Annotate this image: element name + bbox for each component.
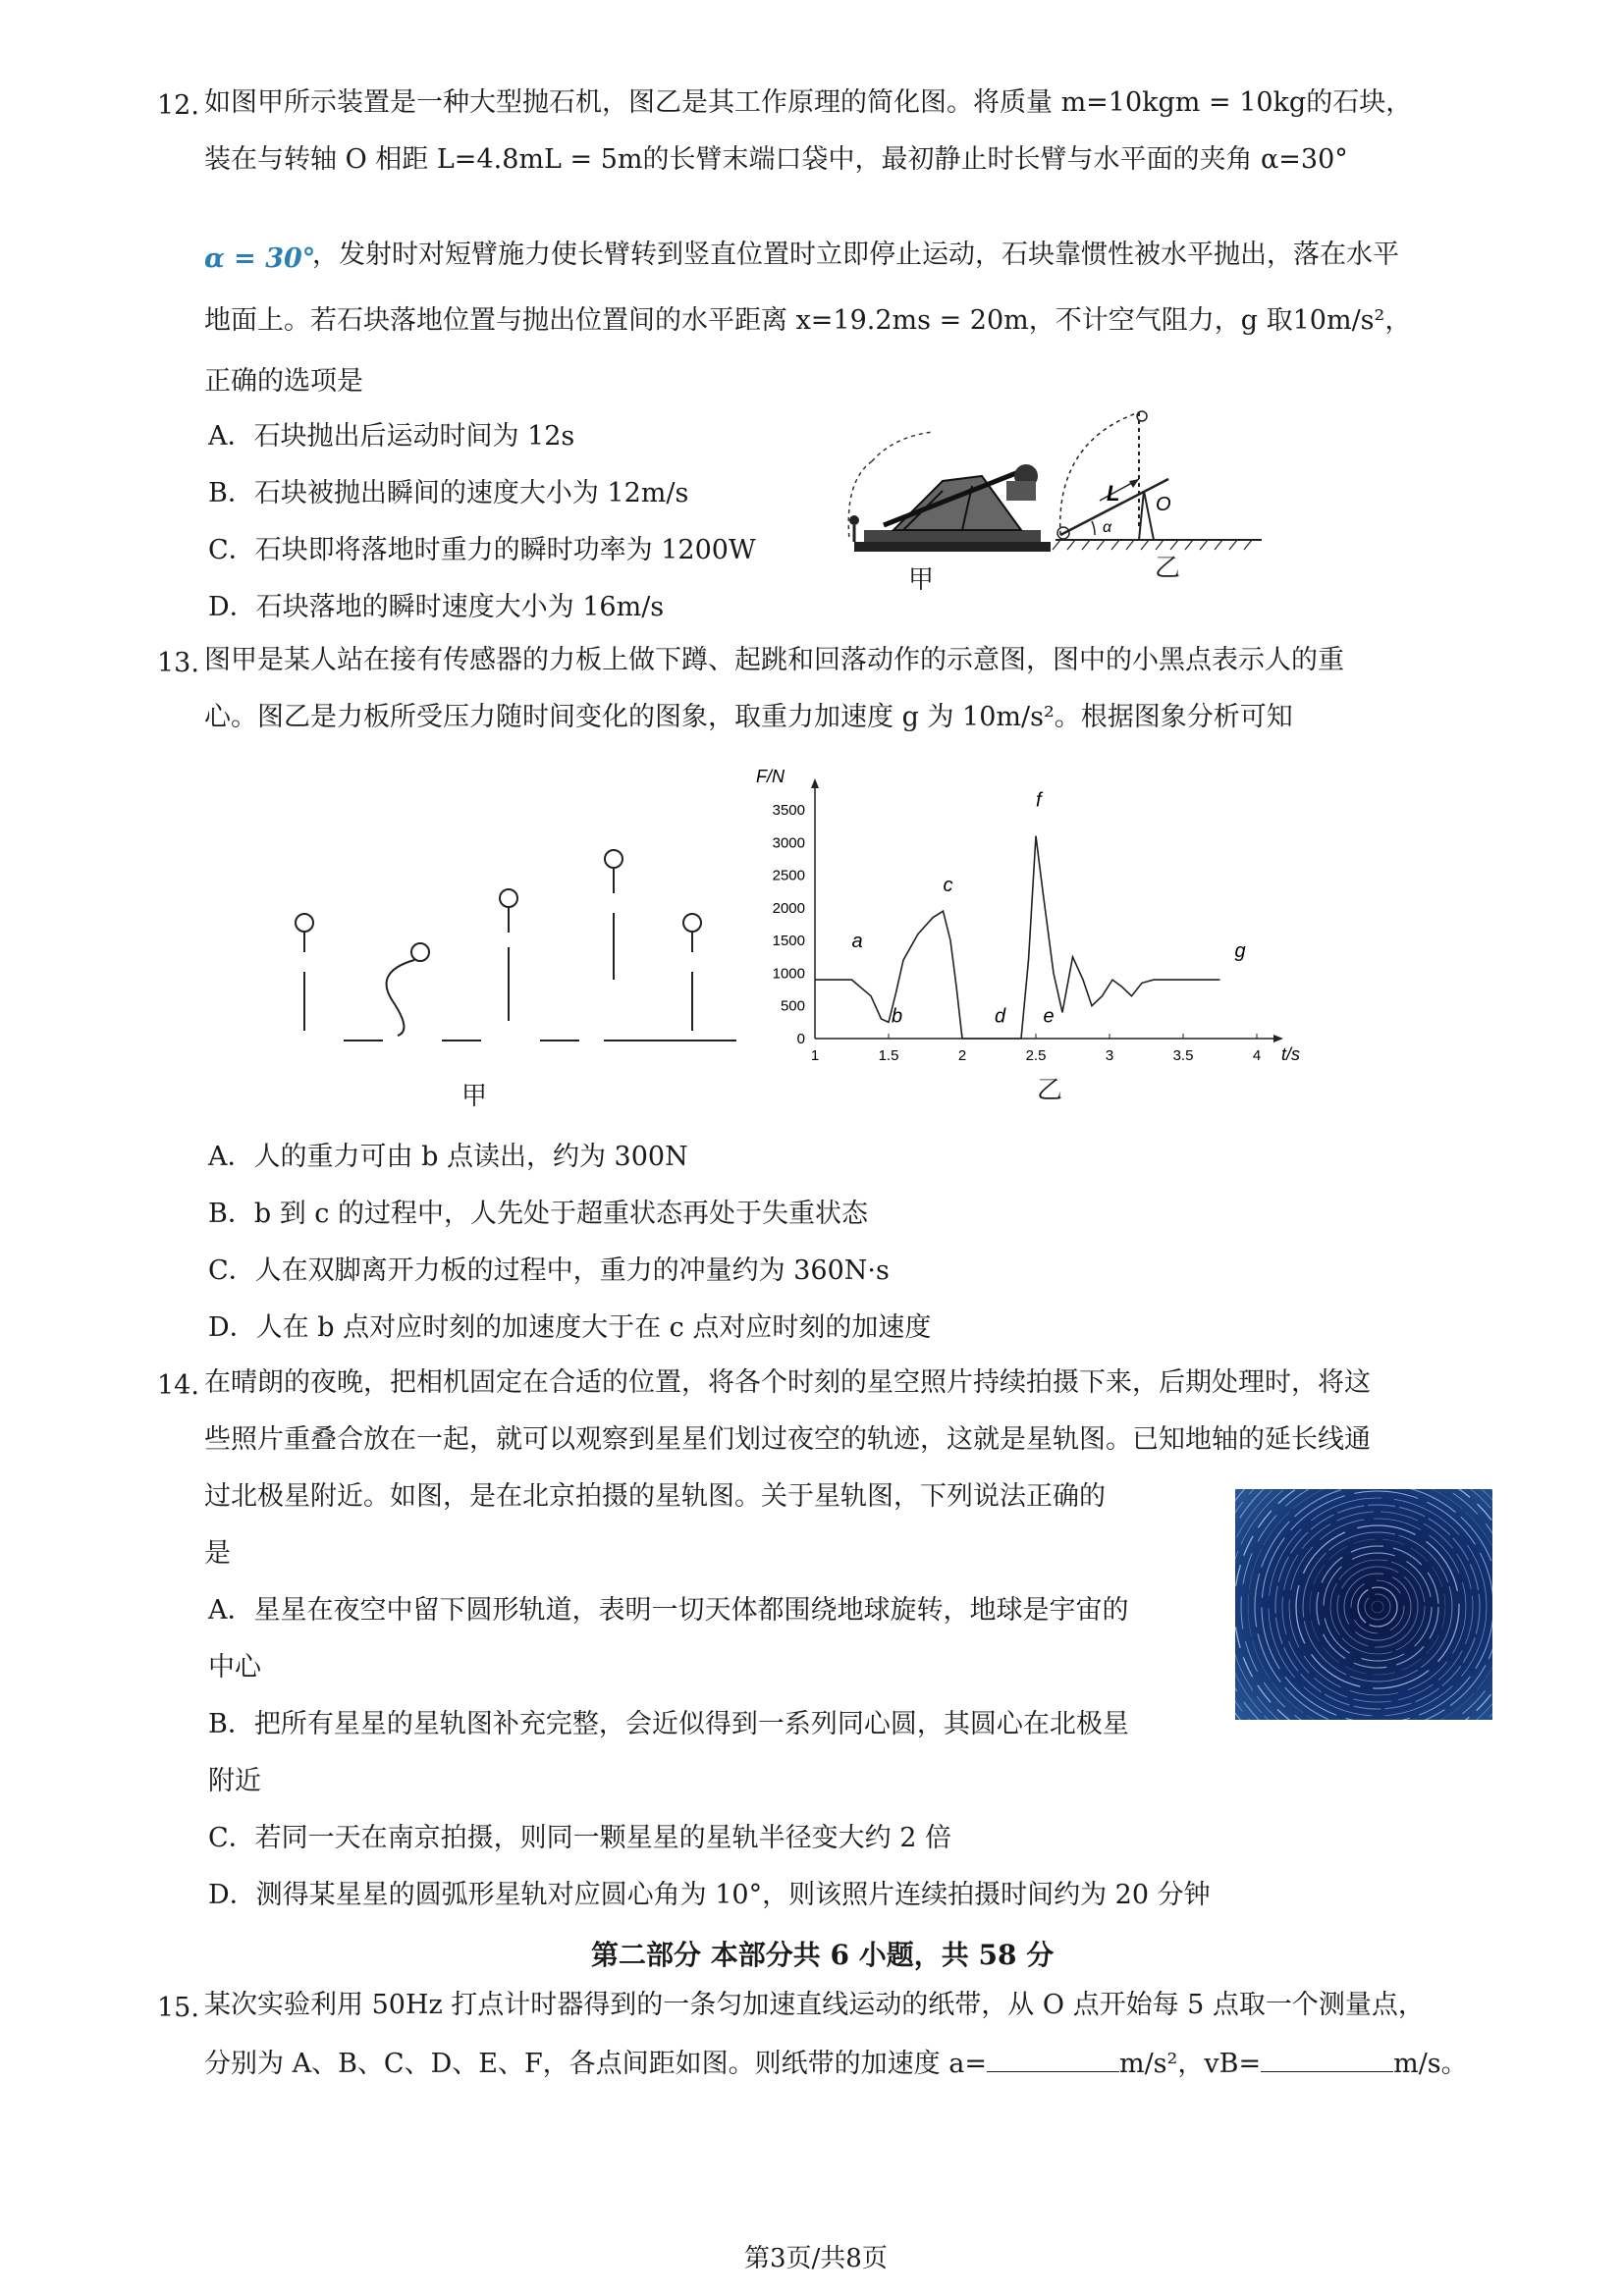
question-15-line2 — [204, 2044, 1468, 2083]
question-12-line2: 装在与转轴 O 相距 L=4.8mL = 5m的长臂末端口袋中，最初静止时长臂与水平面的夹角 α=30° — [204, 144, 1348, 175]
x-tick-label: 2.5 — [1025, 1047, 1047, 1064]
question-14-option-c: C．若同一天在南京拍摄，则同一颗星星的星轨半径变大约 2 倍 — [208, 1823, 952, 1853]
velocity-b-label: vB= — [1204, 2049, 1262, 2079]
question-12-option-d: D．石块落地的瞬时速度大小为 16m/s — [208, 592, 665, 622]
question-14-line3: 过北极星附近。如图，是在北京拍摄的星轨图。关于星轨图，下列说法正确的 — [204, 1481, 1106, 1512]
figure-jia-label: 甲 — [908, 565, 935, 595]
question-12-line3: ，发射时对短臂施力使长臂转到竖直位置时立即停止运动，石块靠惯性被水平抛出，落在水平 — [312, 240, 1399, 270]
point-label-e: e — [1043, 1005, 1055, 1028]
x-tick-label: 1.5 — [878, 1047, 899, 1064]
x-tick-label: 2 — [957, 1047, 967, 1064]
question-14-option-a-line1: A．星星在夜空中留下圆形轨道，表明一切天体都围绕地球旋转，地球是宇宙的 — [208, 1595, 1129, 1626]
answer-blank-acceleration[interactable] — [987, 2044, 1119, 2072]
y-tick-label: 1500 — [772, 933, 805, 950]
question-14-line2: 些照片重叠合放在一起，就可以观察到星星们划过夜空的轨迹，这就是星轨图。已知地轴的延长线通 — [204, 1424, 1371, 1455]
question-13-option-c: C．人在双脚离开力板的过程中，重力的冲量约为 360N·s — [208, 1255, 890, 1286]
force-time-chart — [746, 761, 1316, 1104]
x-axis-arrow — [1273, 1035, 1283, 1042]
y-tick-label: 2000 — [772, 899, 805, 917]
x-tick-label: 1 — [810, 1047, 820, 1064]
figure-yi-label-q13: 乙 — [1037, 1076, 1063, 1105]
x-tick-label: 3.5 — [1172, 1047, 1194, 1064]
question-12-alpha-formula: α = 30° — [204, 243, 316, 274]
y-tick-label: 0 — [796, 1031, 805, 1047]
force-series-line — [815, 836, 1220, 1039]
x-tick-label: 3 — [1105, 1047, 1114, 1064]
question-13-number: 13. — [157, 648, 199, 678]
question-12-line4: 地面上。若石块落地位置与抛出位置间的水平距离 x=19.2ms = 20m，不计空气阻力，g 取10m/s²， — [204, 305, 1412, 336]
question-13-line1: 图甲是某人站在接有传感器的力板上做下蹲、起跳和回落动作的示意图，图中的小黑点表示人的重 — [204, 645, 1344, 675]
section-2-heading: 第二部分 本部分共 6 小题，共 58 分 — [591, 1939, 1055, 1971]
angle-alpha-label: α — [1103, 519, 1112, 536]
point-label-a: a — [851, 930, 863, 952]
question-14-number: 14. — [157, 1370, 199, 1401]
question-12-option-a: A．石块抛出后运动时间为 12s — [208, 421, 575, 452]
y-tick-label: 3000 — [772, 834, 805, 852]
acceleration-unit: m/s²， — [1118, 2049, 1205, 2079]
velocity-unit: m/s。 — [1393, 2049, 1468, 2079]
question-13-option-a: A．人的重力可由 b 点读出，约为 300N — [208, 1142, 688, 1172]
question-14-option-d: D．测得某星星的圆弧形星轨对应圆心角为 10°，则该照片连续拍摄时间约为 20 分钟 — [208, 1880, 1211, 1910]
figure-jia-label-q13: 甲 — [461, 1082, 488, 1111]
question-13-option-b: B．b 到 c 的过程中，人先处于超重状态再处于失重状态 — [208, 1199, 868, 1229]
page-footer: 第3页/共8页 — [744, 2244, 888, 2273]
y-axis-arrow — [811, 778, 819, 788]
catapult-schematic — [1046, 402, 1272, 560]
x-axis-label: t/s — [1281, 1044, 1301, 1064]
pivot-o-label: O — [1156, 494, 1171, 515]
question-15-number: 15. — [157, 1993, 199, 2023]
y-tick-label: 2500 — [772, 867, 805, 884]
question-14-option-b-line1: B．把所有星星的星轨图补充完整，会近似得到一系列同心圆，其圆心在北极星 — [208, 1709, 1129, 1739]
point-label-c: c — [943, 875, 953, 897]
length-l-label: L — [1107, 481, 1120, 506]
question-12-option-c: C．石块即将落地时重力的瞬时功率为 1200W — [208, 535, 756, 565]
point-label-f: f — [1036, 789, 1042, 812]
question-15-line2-text: 分别为 A、B、C、D、E、F，各点间距如图。则纸带的加速度 a= — [204, 2049, 987, 2079]
question-12-line1: 如图甲所示装置是一种大型抛石机，图乙是其工作原理的简化图。将质量 m=10kgm = 10kg的石块， — [204, 87, 1413, 118]
point-label-d: d — [995, 1005, 1006, 1028]
answer-blank-velocity[interactable] — [1261, 2044, 1393, 2072]
question-14-option-b-line2: 附近 — [208, 1766, 261, 1796]
catapult-illustration — [825, 422, 1060, 569]
y-tick-label: 3500 — [772, 802, 805, 819]
y-tick-label: 1000 — [772, 965, 805, 983]
point-label-g: g — [1234, 939, 1246, 962]
question-12-option-b: B．石块被抛出瞬间的速度大小为 12m/s — [208, 478, 689, 508]
question-12-line5: 正确的选项是 — [204, 366, 363, 397]
question-12-number: 12. — [157, 90, 199, 121]
star-trail-photo — [1235, 1489, 1492, 1720]
question-14-line4: 是 — [204, 1538, 231, 1569]
question-13-option-d: D．人在 b 点对应时刻的加速度大于在 c 点对应时刻的加速度 — [208, 1312, 932, 1343]
figure-yi-label: 乙 — [1155, 554, 1181, 583]
y-axis-label: F/N — [756, 767, 785, 786]
y-tick-label: 500 — [780, 997, 805, 1015]
question-13-line2: 心。图乙是力板所受压力随时间变化的图象，取重力加速度 g 为 10m/s²。根据图象分析可知 — [204, 702, 1293, 732]
question-14-option-a-line2: 中心 — [208, 1652, 261, 1682]
question-15-line1: 某次实验利用 50Hz 打点计时器得到的一条匀加速直线运动的纸带，从 O 点开始每 5 点取一个测量点， — [204, 1990, 1425, 2020]
point-label-b: b — [892, 1005, 903, 1028]
jumping-motion-illustration — [275, 834, 746, 1060]
x-tick-label: 4 — [1252, 1047, 1262, 1064]
question-14-line1: 在晴朗的夜晚，把相机固定在合适的位置，将各个时刻的星空照片持续拍摄下来，后期处理时，将这 — [204, 1367, 1371, 1398]
